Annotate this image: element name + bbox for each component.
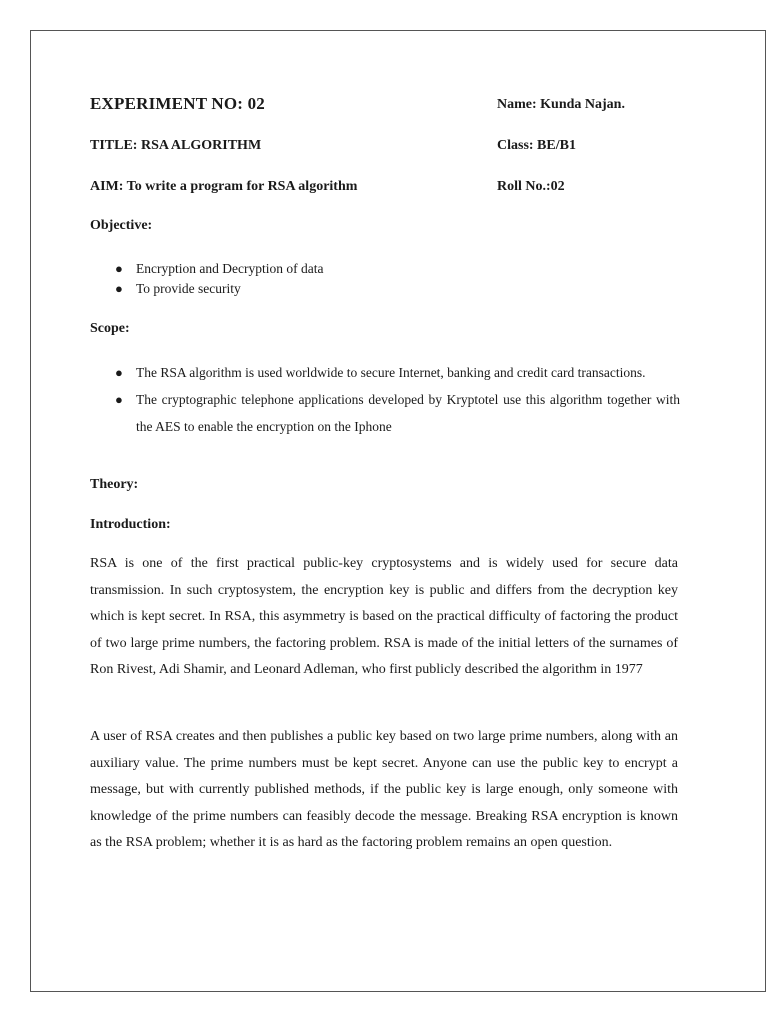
objective-heading: Objective:: [90, 218, 153, 233]
list-item: [90, 386, 680, 440]
document-page: [30, 30, 766, 992]
scope-heading: Scope:: [90, 321, 130, 336]
list-item-text: The RSA algorithm is used worldwide to secure Internet, banking and credit card transactions.: [136, 365, 646, 380]
list-item-text: The cryptographic telephone applications developed by Kryptotel use this algorithm together with the AES to enable the encryption on the Iphone: [136, 392, 680, 434]
bullet-icon: ●: [115, 392, 123, 407]
experiment-aim: AIM: To write a program for RSA algorithm: [90, 179, 358, 194]
introduction-paragraph-2: A user of RSA creates and then publishes a public key based on two large prime numbers, along with an auxiliary value. The prime numbers must be kept secret. Anyone can use the public key to encrypt a message, but with currently published methods, if the public key is large enough, only someone with knowledge of the prime numbers can feasibly decode the message. Breaking RSA encryption is known as the RSA problem; whether it is as hard as the factoring problem remains an open question.: [90, 729, 678, 851]
bullet-icon: ●: [115, 261, 123, 276]
experiment-number: EXPERIMENT NO: 02: [90, 94, 265, 113]
roll-number: Roll No.:02: [497, 179, 565, 194]
introduction-paragraph-1: RSA is one of the first practical public-key cryptosystems and is widely used for secure data transmission. In such cryptosystem, the encryption key is public and differs from the decryption key which is kept secret. In RSA, this asymmetry is based on the practical difficulty of factoring the product of two large prime numbers, the factoring problem. RSA is made of the initial letters of the surnames of Ron Rivest, Adi Shamir, and Leonard Adleman, who first publicly described the algorithm in 1977: [90, 556, 678, 678]
bullet-icon: ●: [115, 365, 123, 380]
list-item-text: To provide security: [136, 281, 241, 296]
list-item: [90, 279, 680, 299]
theory-heading: Theory:: [90, 477, 139, 492]
objective-list: [90, 259, 680, 299]
student-class: Class: BE/B1: [497, 138, 576, 153]
introduction-heading: Introduction:: [90, 517, 171, 532]
list-item: [90, 359, 680, 386]
bullet-icon: ●: [115, 281, 123, 296]
list-item-text: Encryption and Decryption of data: [136, 261, 324, 276]
experiment-title: TITLE: RSA ALGORITHM: [90, 138, 262, 153]
student-name: Name: Kunda Najan.: [497, 97, 625, 112]
list-item: [90, 259, 680, 279]
scope-list: [90, 359, 680, 440]
